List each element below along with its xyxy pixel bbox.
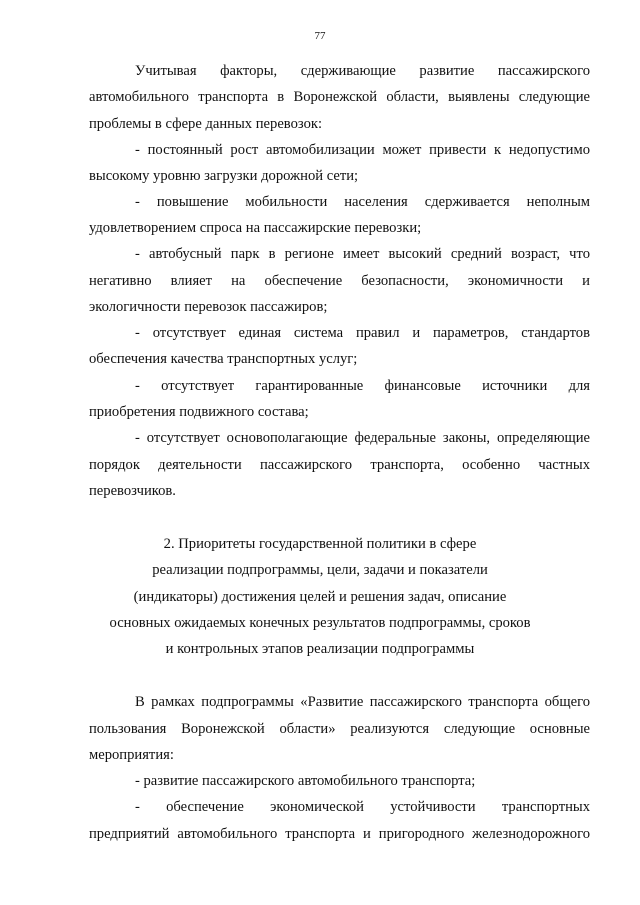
- text-line: порядок деятельности пассажирского транспорта, особенно частных: [89, 457, 590, 473]
- text-line: - отсутствует гарантированные финансовые источники для: [135, 378, 590, 394]
- page-number: 77: [314, 30, 326, 42]
- text-line: автомобильного транспорта в Воронежской области, выявлены следующие: [89, 89, 590, 105]
- text-line: высокому уровню загрузки дорожной сети;: [89, 168, 359, 184]
- text-line: негативно влияет на обеспечение безопасности, экономичности и: [89, 273, 590, 289]
- section-heading-line: и контрольных этапов реализации подпрограммы: [165, 641, 475, 657]
- text-line: предприятий автомобильного транспорта и пригородного железнодорожного: [89, 826, 590, 842]
- text-line: - обеспечение экономической устойчивости транспортных: [135, 799, 590, 815]
- text-line: экологичности перевозок пассажиров;: [89, 299, 328, 315]
- text-line: - отсутствует единая система правил и параметров, стандартов: [135, 325, 590, 341]
- text-line: - автобусный парк в регионе имеет высокий средний возраст, что: [135, 246, 590, 262]
- text-line: пользования Воронежской области» реализуются следующие основные: [89, 721, 590, 737]
- text-line: проблемы в сфере данных перевозок:: [89, 116, 323, 132]
- text-line: перевозчиков.: [89, 483, 176, 499]
- section-heading-line: основных ожидаемых конечных результатов подпрограммы, сроков: [109, 615, 531, 631]
- text-line: мероприятия:: [89, 747, 174, 763]
- text-line: обеспечения качества транспортных услуг;: [89, 351, 358, 367]
- section-heading-line: реализации подпрограммы, цели, задачи и показатели: [152, 562, 488, 578]
- section-heading-line: 2. Приоритеты государственной политики в сфере: [163, 536, 477, 552]
- text-line: Учитывая факторы, сдерживающие развитие пассажирского: [135, 63, 590, 79]
- text-line: - развитие пассажирского автомобильного транспорта;: [135, 773, 476, 789]
- section-heading-line: (индикаторы) достижения целей и решения задач, описание: [133, 589, 507, 605]
- text-line: В рамках подпрограммы «Развитие пассажирского транспорта общего: [135, 694, 590, 710]
- text-line: - отсутствует основополагающие федеральные законы, определяющие: [135, 430, 590, 446]
- text-line: - повышение мобильности населения сдерживается неполным: [135, 194, 590, 210]
- text-line: удовлетворением спроса на пассажирские перевозки;: [89, 220, 422, 236]
- text-line: - постоянный рост автомобилизации может привести к недопустимо: [135, 142, 590, 158]
- text-line: приобретения подвижного состава;: [89, 404, 309, 420]
